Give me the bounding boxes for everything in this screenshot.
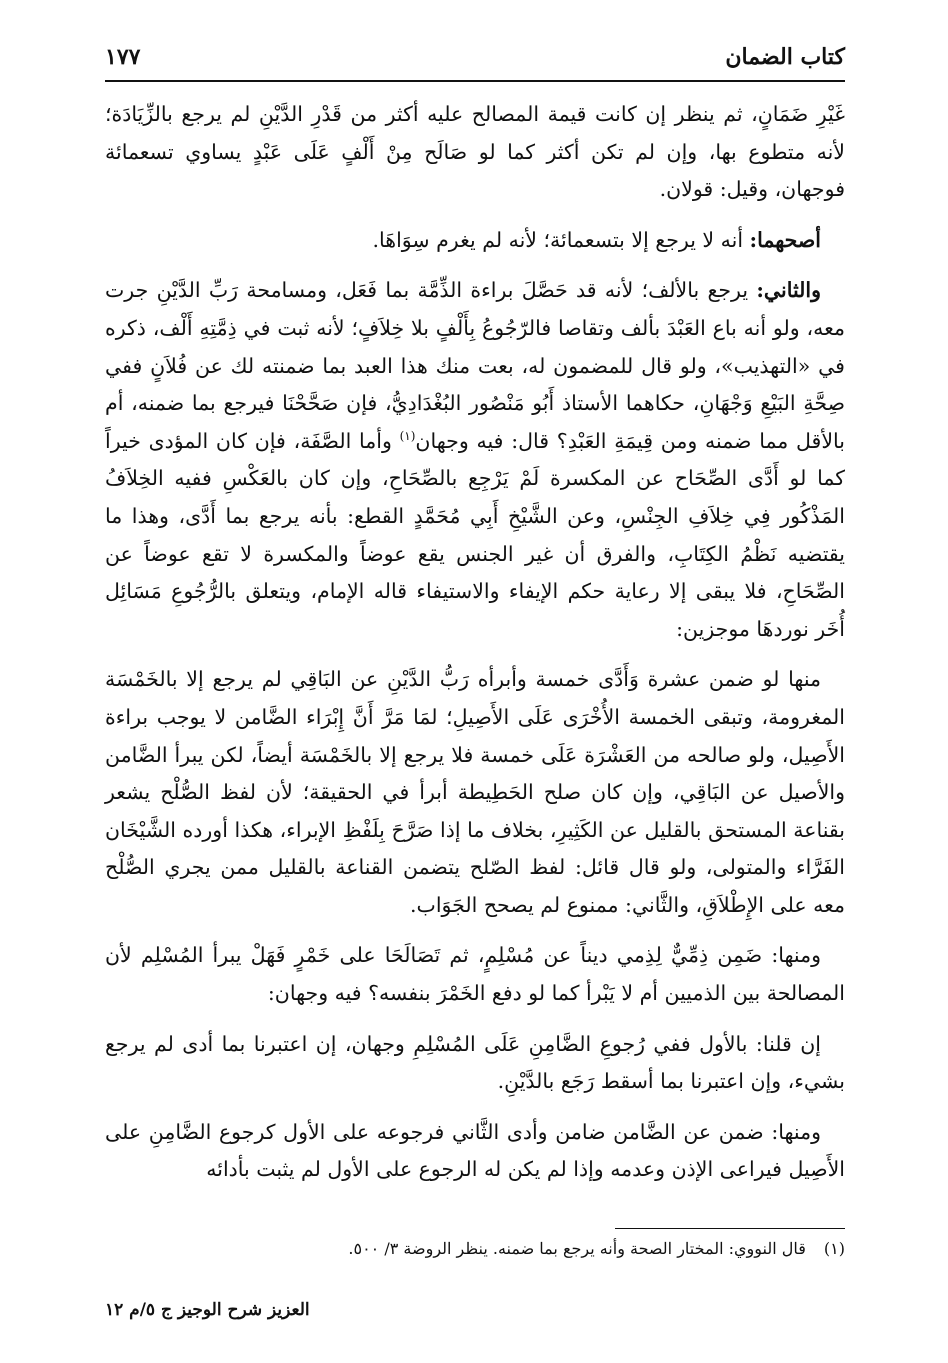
paragraph	[105, 937, 845, 1012]
paragraph-text: إن قلنا: بالأول ففي رُجوعِ الضَّامِنِ عَلَى المُسْلِمِ وجهان، إن اعتبرنا بما أدى لم يرجع بشيء، وإن اعتبرنا بما أسقط رَجَع بالدَّيْنِ.	[105, 1031, 845, 1094]
paragraph-lead: أصحهما:	[749, 227, 821, 252]
footnote-separator	[615, 1228, 845, 1229]
main-text	[105, 96, 845, 1202]
paragraph-text: أنه لا يرجع إلا بتسعمائة؛ لأنه لم يغرم سِوَاهَا.	[372, 227, 750, 252]
paragraph-text: ومنها: ضَمِن ذِمِّيٌّ لِذِمي ديناً عن مُسْلِمٍ، ثم تَصَالَحَا على خَمْرٍ فَهَلْ يبرأ المُسْلِم لأن المصالحة بين الذميين أم لا يَبْرأ كما لو دفع الخَمْرَ بنفسه؟ فيه وجهان:	[105, 943, 845, 1006]
footnote-number: (١)	[823, 1239, 845, 1258]
footnote	[105, 1236, 845, 1262]
paragraph-text: يرجع بالألف؛ لأنه قد حَصَّلَ براءة الذِّمَّة بما فَعَل، ومسامحة رَبِّ الدَّيْنِ جرت معه، ولو أنه باع العَبْدَ بألف وتقاصا فالرّجُوعُ بِأَلْفٍ بلا خِلاَفٍ؛ لأنه ثبت في ذِمَّتِهِ أَلْف، ذكره في «التهذيب»، ولو قال للمضمون له، بعت منك هذا العبد بما ضمنته لك عن فُلاَنٍ ففي صِحَّةِ البَيْعِ وَجْهَانِ، حكاهما الأستاذ أَبُو مَنْصُور البُغْدَادِيُّ، فإن صَحَّحْنَا فيرجع بما ضمنه، أم بالأقل مما ضمنه ومن قِيمَةِ العَبْدِ؟ قال: فيه وجهان	[105, 278, 845, 453]
running-title: كتاب الضمان	[725, 44, 845, 70]
page-header	[105, 36, 845, 82]
paragraph-text: منها لو ضمن عشرة وَأَدَّى خمسة وأبرأه رَبُّ الدَّيْنِ عن البَاقِي لم يرجع إلا بالخَمْسَة المغرومة، وتبقى الخمسة الأُخْرَى عَلَى الأَصِيلِ؛ لمَا مَرَّ أَنَّ إِبْرَاء الضَّامن لا يوجب براءة الأَصِيل، ولو صالحه من العَشْرَة عَلَى خمسة فلا يرجع إلا بالخَمْسَة أيضاً، لكن يبرأ الضَّامن والأصيل عن البَاقِي، وإن كان صلح الحَطِيطة أبرأ في الحقيقة؛ لأن لفظ الصُّلْح يشعر بقناعة المستحق بالقليل عن الكَثِيرِ، بخلاف ما إذا صَرَّحَ بِلَفْظِ الإبراء، هكذا أورده الشَّيْخَان الفَرَّاء والمتولى، ولو قال قائل: لفظ الصّلح يتضمن القناعة بالقليل ممن يجري الصُّلْح معه على الإِطْلاَقِ، والثَّاني: ممنوع لم يصحح الجَوَاب.	[105, 667, 845, 917]
paragraph	[105, 661, 845, 924]
paragraph	[105, 96, 845, 209]
signature-text: العزيز شرح الوجيز ج ٥/م ١٢	[105, 1300, 310, 1320]
paragraph	[105, 272, 845, 648]
paragraph	[105, 222, 845, 260]
paragraph	[105, 1026, 845, 1101]
paragraph	[105, 1114, 845, 1189]
footnote-text: قال النووي: المختار الصحة وأنه يرجع بما ضمنه. ينظر الروضة ٣/ ٥٠٠.	[348, 1239, 806, 1258]
paragraph-text-continued: وأما الصَّفَة، فإن كان المؤدى خيراً كما لو أَدَّى الصِّحَاح عن المكسرة لَمْ يَرْجِع بالصِّحَاحِ، وإن كان بالعَكْسِ ففيه الخِلاَفُ المَذْكُور فِي خِلاَفِ الجِنْسِ، وعن الشَّيْخِ أَبِي مُحَمَّدٍ القطع: بأنه يرجع بما أَدَّى، وهذا ما يقتضيه نَظْمُ الكِتَابِ، والفرق أن غير الجنس يقع عوضاً والمكسرة لا تقع عوضاً عن الصِّحَاحِ، فلا يبقى إلا رعاية حكم الإيفاء والاستيفاء قاله الإمام، ويتعلق بالرُّجُوعِ مَسَائِل أُخَر نوردهَا موجزين:	[105, 428, 845, 641]
paragraph-text: ومنها: ضمن عن الضَّامن ضامن وأدى الثَّاني فرجوعه على الأول كرجوع الضَّامِنِ على الأَصِيل فيراعى الإذن وعدمه وإذا لم يكن له الرجوع على الأول لم يثبت بأدائه	[105, 1119, 845, 1182]
paragraph-lead: والثاني:	[756, 278, 821, 303]
footnote-reference[interactable]: (١)	[399, 428, 416, 443]
paragraph-text: غَيْرِ ضَمَانٍ، ثم ينظر إن كانت قيمة المصالح عليه أكثر من قَدْرِ الدَّيْنِ لم يرجع بالزِّيَادَة؛ لأنه متطوع بها، وإن لم تكن أكثر كما لو صَالَح مِنْ أَلْفٍ عَلَى عَبْدٍ يساوي تسعمائة فوجهان، وقيل: قولان.	[105, 102, 845, 202]
printer-signature	[105, 1300, 845, 1320]
page-number: ١٧٧	[105, 44, 141, 70]
